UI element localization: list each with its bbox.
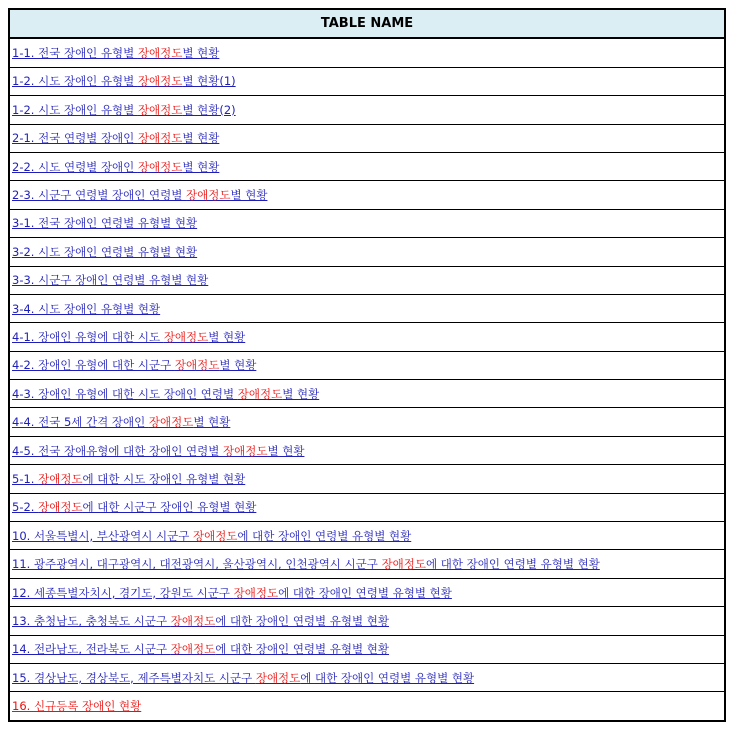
link-text: 16. 신규등록 장애인 현황 bbox=[12, 699, 142, 714]
sheet-link[interactable] bbox=[12, 699, 141, 713]
table-cell bbox=[9, 181, 725, 209]
link-text: 3-1. 전국 장애인 연령별 유형별 현황 bbox=[12, 216, 198, 231]
sheet-link[interactable] bbox=[12, 472, 245, 486]
link-text: 3-3. 시군구 장애인 연령별 유형별 현황 bbox=[12, 273, 209, 288]
table-row bbox=[9, 266, 725, 294]
highlight-text: 장애정도 bbox=[233, 585, 279, 600]
table-row bbox=[9, 635, 725, 663]
table-cell bbox=[9, 578, 725, 606]
table-row bbox=[9, 380, 725, 408]
link-text: 3-2. 시도 장애인 연령별 유형별 현황 bbox=[12, 244, 198, 259]
sheet-link[interactable] bbox=[12, 302, 160, 316]
sheet-link[interactable] bbox=[12, 330, 245, 344]
table-cell bbox=[9, 238, 725, 266]
table-cell bbox=[9, 493, 725, 521]
link-text: 별 현황 bbox=[193, 415, 231, 430]
sheet-link[interactable] bbox=[12, 245, 197, 259]
table-cell bbox=[9, 607, 725, 635]
link-text: 4-3. 장애인 유형에 대한 시도 장애인 연령별 bbox=[12, 386, 238, 401]
link-text: 4-5. 전국 장애유형에 대한 장애인 연령별 bbox=[12, 443, 224, 458]
table-row bbox=[9, 436, 725, 464]
link-text: 13. 충청남도, 충청북도 시군구 bbox=[12, 613, 171, 628]
sheet-link[interactable] bbox=[12, 273, 208, 287]
table-name-header: TABLE NAME bbox=[9, 9, 725, 38]
highlight-text: 장애정도 bbox=[137, 131, 183, 146]
sheet-link[interactable] bbox=[12, 216, 197, 230]
highlight-text: 장애정도 bbox=[186, 188, 231, 203]
sheet-link[interactable] bbox=[12, 160, 219, 174]
link-text: 3-4. 시도 장애인 유형별 현황 bbox=[12, 301, 161, 316]
link-text: 에 대한 장애인 연령별 유형별 현황 bbox=[426, 557, 600, 572]
table-row bbox=[9, 294, 725, 322]
highlight-text: 장애정도 bbox=[137, 102, 183, 117]
link-text: 4-4. 전국 5세 간격 장애인 bbox=[12, 415, 149, 430]
link-text: 4-1. 장애인 유형에 대한 시도 bbox=[12, 329, 164, 344]
sheet-link[interactable] bbox=[12, 188, 267, 202]
table-cell bbox=[9, 465, 725, 493]
table-row bbox=[9, 181, 725, 209]
highlight-text: 장애정도 bbox=[192, 528, 238, 543]
table-row bbox=[9, 493, 725, 521]
header-row bbox=[9, 9, 725, 38]
link-text: 2-1. 전국 연령별 장애인 bbox=[12, 131, 138, 146]
sheet-link[interactable] bbox=[12, 614, 389, 628]
link-text: 에 대한 장애인 연령별 유형별 현황 bbox=[215, 642, 390, 657]
highlight-text: 장애정도 bbox=[137, 74, 183, 89]
link-text: 12. 세종특별자치시, 경기도, 강원도 시군구 bbox=[12, 585, 234, 600]
table-row bbox=[9, 38, 725, 67]
highlight-text: 장애정도 bbox=[38, 500, 83, 515]
highlight-text: 장애정도 bbox=[174, 358, 220, 373]
highlight-text: 장애정도 bbox=[237, 386, 283, 401]
table-row bbox=[9, 663, 725, 691]
table-cell bbox=[9, 692, 725, 721]
sheet-link[interactable] bbox=[12, 46, 219, 60]
table-cell bbox=[9, 522, 725, 550]
link-text: 10. 서울특별시, 부산광역시 시군구 bbox=[12, 528, 193, 543]
link-text: 별 현황 bbox=[230, 188, 268, 203]
link-text: 2-2. 시도 연령별 장애인 bbox=[12, 159, 138, 174]
highlight-text: 장애정도 bbox=[381, 557, 426, 572]
link-text: 15. 경상남도, 경상북도, 제주특별자치도 시군구 bbox=[12, 670, 256, 685]
sheet-link[interactable] bbox=[12, 500, 256, 514]
link-text: 에 대한 시군구 장애인 유형별 현황 bbox=[82, 500, 257, 515]
link-text: 별 현황(1) bbox=[182, 74, 236, 89]
link-text: 1-2. 시도 장애인 유형별 bbox=[12, 102, 138, 117]
sheet-link[interactable] bbox=[12, 74, 236, 88]
table-row bbox=[9, 578, 725, 606]
table-cell bbox=[9, 436, 725, 464]
table-row bbox=[9, 323, 725, 351]
table-cell bbox=[9, 351, 725, 379]
highlight-text: 장애정도 bbox=[38, 471, 83, 486]
link-text: 에 대한 장애인 연령별 유형별 현황 bbox=[300, 670, 475, 685]
link-text: 11. 광주광역시, 대구광역시, 대전광역시, 울산광역시, 인천광역시 시군구 bbox=[12, 557, 382, 572]
link-text: 5-1. bbox=[12, 471, 39, 486]
link-text: 14. 전라남도, 전라북도 시군구 bbox=[12, 642, 171, 657]
link-text: 별 현황 bbox=[182, 131, 220, 146]
link-text: 에 대한 장애인 연령별 유형별 현황 bbox=[278, 585, 452, 600]
highlight-text: 장애정도 bbox=[148, 415, 194, 430]
table-cell bbox=[9, 380, 725, 408]
highlight-text: 장애정도 bbox=[223, 443, 268, 458]
highlight-text: 장애정도 bbox=[163, 329, 209, 344]
toc-body bbox=[9, 38, 725, 720]
sheet-link[interactable] bbox=[12, 387, 319, 401]
link-text: 에 대한 시도 장애인 유형별 현황 bbox=[82, 471, 246, 486]
sheet-link[interactable] bbox=[12, 557, 600, 571]
table-cell bbox=[9, 96, 725, 124]
sheet-link[interactable] bbox=[12, 415, 230, 429]
link-text: 별 현황 bbox=[267, 443, 305, 458]
table-row bbox=[9, 238, 725, 266]
table-row bbox=[9, 522, 725, 550]
sheet-link[interactable] bbox=[12, 103, 236, 117]
link-text: 2-3. 시군구 연령별 장애인 연령별 bbox=[12, 188, 187, 203]
highlight-text: 장애정도 bbox=[137, 159, 183, 174]
table-cell bbox=[9, 38, 725, 67]
table-cell bbox=[9, 550, 725, 578]
table-cell bbox=[9, 408, 725, 436]
table-row bbox=[9, 408, 725, 436]
link-text: 별 현황 bbox=[282, 386, 320, 401]
highlight-text: 장애정도 bbox=[170, 613, 216, 628]
link-text: 별 현황 bbox=[219, 358, 257, 373]
link-text: 에 대한 장애인 연령별 유형별 현황 bbox=[215, 613, 390, 628]
table-row bbox=[9, 550, 725, 578]
table-row bbox=[9, 692, 725, 721]
link-text: 별 현황 bbox=[208, 329, 246, 344]
link-text: 5-2. bbox=[12, 500, 39, 515]
table-row bbox=[9, 152, 725, 180]
link-text: 1-2. 시도 장애인 유형별 bbox=[12, 74, 138, 89]
table-row bbox=[9, 67, 725, 95]
sheet-link[interactable] bbox=[12, 444, 304, 458]
link-text: 에 대한 장애인 연령별 유형별 현황 bbox=[237, 528, 412, 543]
sheet-link[interactable] bbox=[12, 671, 474, 685]
highlight-text: 장애정도 bbox=[255, 670, 301, 685]
highlight-text: 장애정도 bbox=[137, 46, 183, 61]
sheet-link[interactable] bbox=[12, 529, 411, 543]
sheet-link[interactable] bbox=[12, 358, 256, 372]
link-text: 4-2. 장애인 유형에 대한 시군구 bbox=[12, 358, 175, 373]
link-text: 별 현황 bbox=[182, 46, 220, 61]
highlight-text: 장애정도 bbox=[170, 642, 216, 657]
table-row bbox=[9, 351, 725, 379]
table-row bbox=[9, 96, 725, 124]
table-cell bbox=[9, 152, 725, 180]
table-cell bbox=[9, 67, 725, 95]
sheet-link[interactable] bbox=[12, 586, 452, 600]
table-row bbox=[9, 465, 725, 493]
sheet-link[interactable] bbox=[12, 131, 219, 145]
table-cell bbox=[9, 124, 725, 152]
table-row bbox=[9, 607, 725, 635]
table-cell bbox=[9, 663, 725, 691]
table-cell bbox=[9, 323, 725, 351]
link-text: 별 현황 bbox=[182, 159, 220, 174]
table-row bbox=[9, 124, 725, 152]
table-of-contents bbox=[8, 8, 726, 722]
table-cell bbox=[9, 266, 725, 294]
table-row bbox=[9, 209, 725, 237]
table-cell bbox=[9, 294, 725, 322]
link-text: 1-1. 전국 장애인 유형별 bbox=[12, 46, 138, 61]
table-cell bbox=[9, 635, 725, 663]
link-text: 별 현황(2) bbox=[182, 102, 236, 117]
sheet-link[interactable] bbox=[12, 642, 389, 656]
table-cell bbox=[9, 209, 725, 237]
